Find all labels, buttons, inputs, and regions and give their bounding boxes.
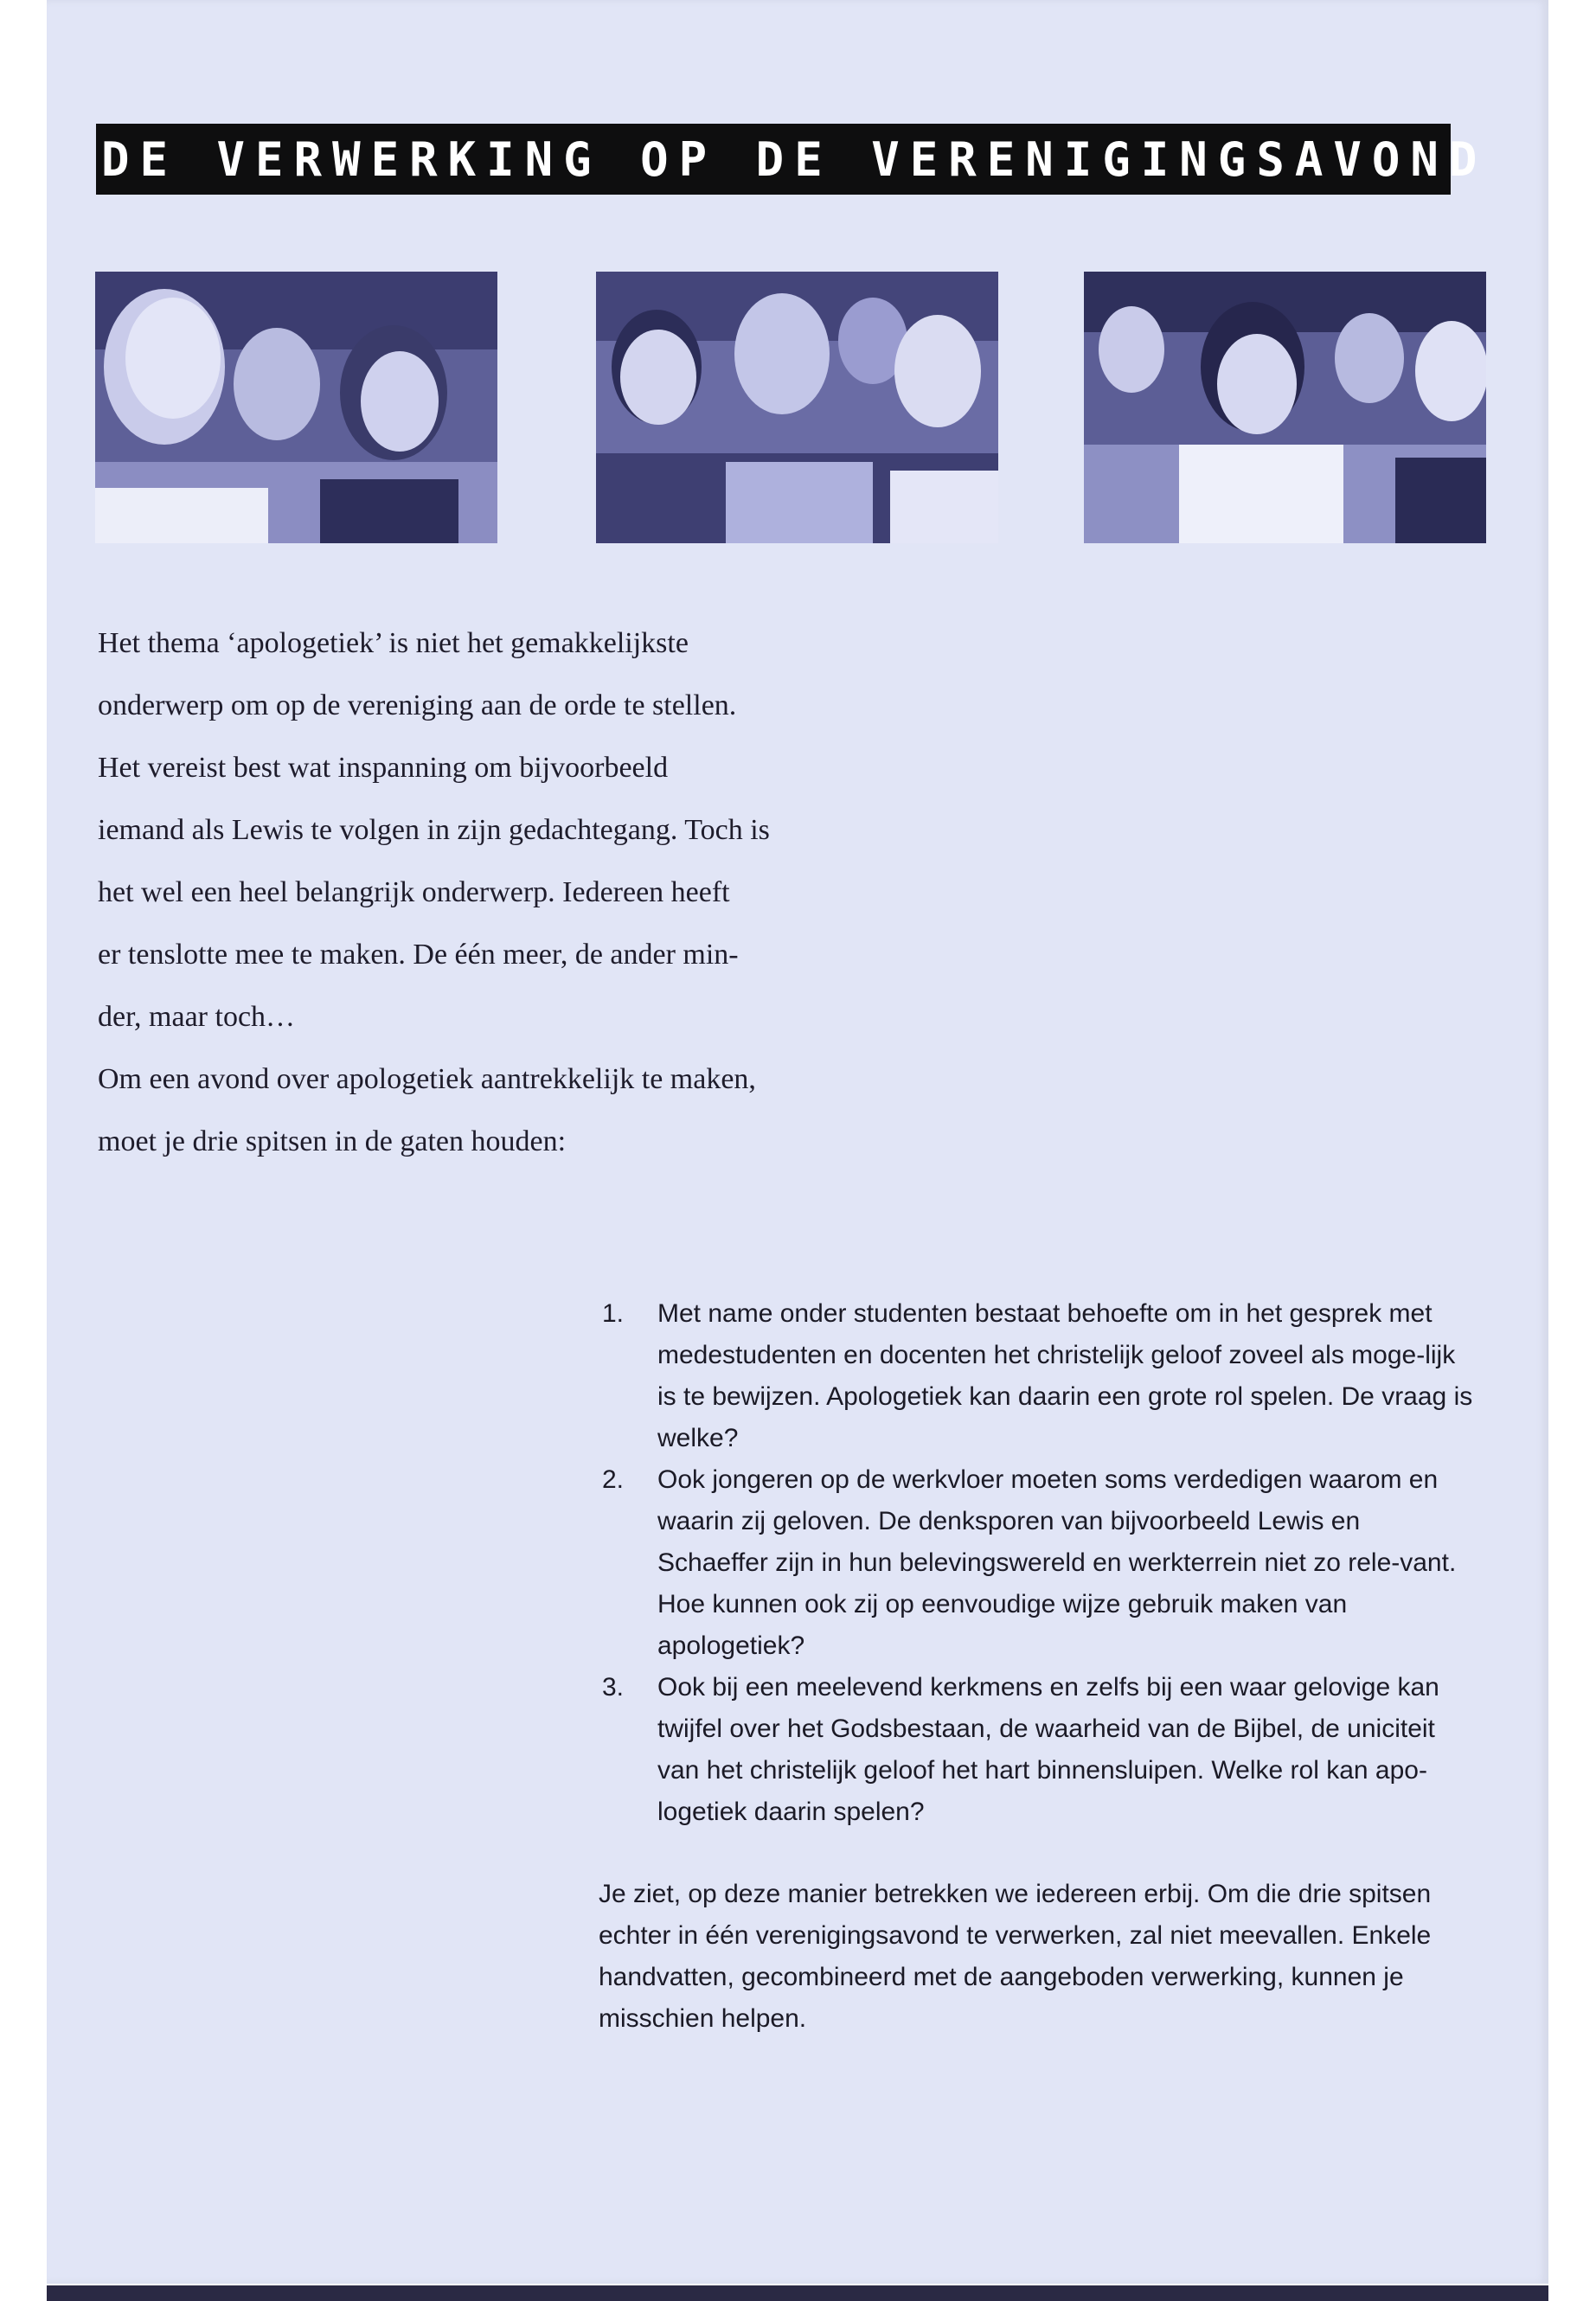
photo-students-left xyxy=(95,272,497,543)
bottom-edge-strip xyxy=(47,2285,1548,2301)
list-item xyxy=(599,1459,1477,1667)
list-item xyxy=(599,1667,1477,1833)
list-item-number: 3. xyxy=(602,1673,625,1702)
photo-students-center xyxy=(596,272,998,543)
section-title-bar xyxy=(96,124,1488,195)
crowd-photo-image xyxy=(596,272,998,543)
list-item xyxy=(599,1293,1477,1459)
intro-line: het wel een heel belangrijk onderwerp. Iedereen heeft xyxy=(98,876,730,908)
closing-paragraph: Je ziet, op deze manier betrekken we iedereen erbij. Om die drie spitsen echter in één verenigingsavond te verwerken, zal niet meevallen. Enkele handvatten, gecombineerd met de aangeboden verwerking, kunnen je misschien helpen. xyxy=(599,1880,1432,2033)
crowd-photo-image xyxy=(95,272,497,543)
intro-line: Om een avond over apologetiek aantrekkelijk te maken, xyxy=(98,1063,756,1095)
intro-line: Het vereist best wat inspanning om bijvoorbeeld xyxy=(98,752,669,784)
list-item-text: Ook jongeren op de werkvloer moeten soms verdedigen waarom en waarin zij geloven. De denksporen van bijvoorbeeld Lewis en Schaeffer zijn in hun belevingswereld en werkterrein niet zo rele-vant. Hoe kunnen ook zij op eenvoudige wijze gebruik maken van apologetiek? xyxy=(657,1465,1457,1660)
list-item-text: Ook bij een meelevend kerkmens en zelfs bij een waar gelovige kan twijfel over het Godsbestaan, de waarheid van de Bijbel, de uniciteit van het christelijk geloof het hart binnensluipen. Welke rol kan apo-logetiek daarin spelen? xyxy=(657,1673,1439,1826)
intro-line: der, maar toch… xyxy=(98,1001,296,1033)
photo-students-right xyxy=(1084,272,1486,543)
numbered-list xyxy=(599,1293,1477,1833)
list-item-number: 2. xyxy=(602,1465,625,1494)
crowd-photo-image xyxy=(1084,272,1486,543)
list-item-number: 1. xyxy=(602,1299,625,1328)
list-item-text: Met name onder studenten bestaat behoefte om in het gesprek met medestudenten en docenten het christelijk geloof zoveel als moge-lijk is te bewijzen. Apologetiek kan daarin een grote rol spelen. De vraag is welke? xyxy=(657,1299,1473,1452)
intro-line: moet je drie spitsen in de gaten houden: xyxy=(98,1125,567,1157)
intro-line: er tenslotte mee te maken. De één meer, de ander min- xyxy=(98,939,739,971)
intro-line: Het thema ‘apologetiek’ is niet het gemakkelijkste xyxy=(98,627,689,659)
intro-line: onderwerp om op de vereniging aan de orde te stellen. xyxy=(98,689,737,721)
intro-paragraph xyxy=(98,612,928,1173)
section-title: DE VERWERKING OP DE VERENIGINGSAVOND xyxy=(101,131,1488,187)
intro-line: iemand als Lewis te volgen in zijn gedachtegang. Toch is xyxy=(98,814,770,846)
